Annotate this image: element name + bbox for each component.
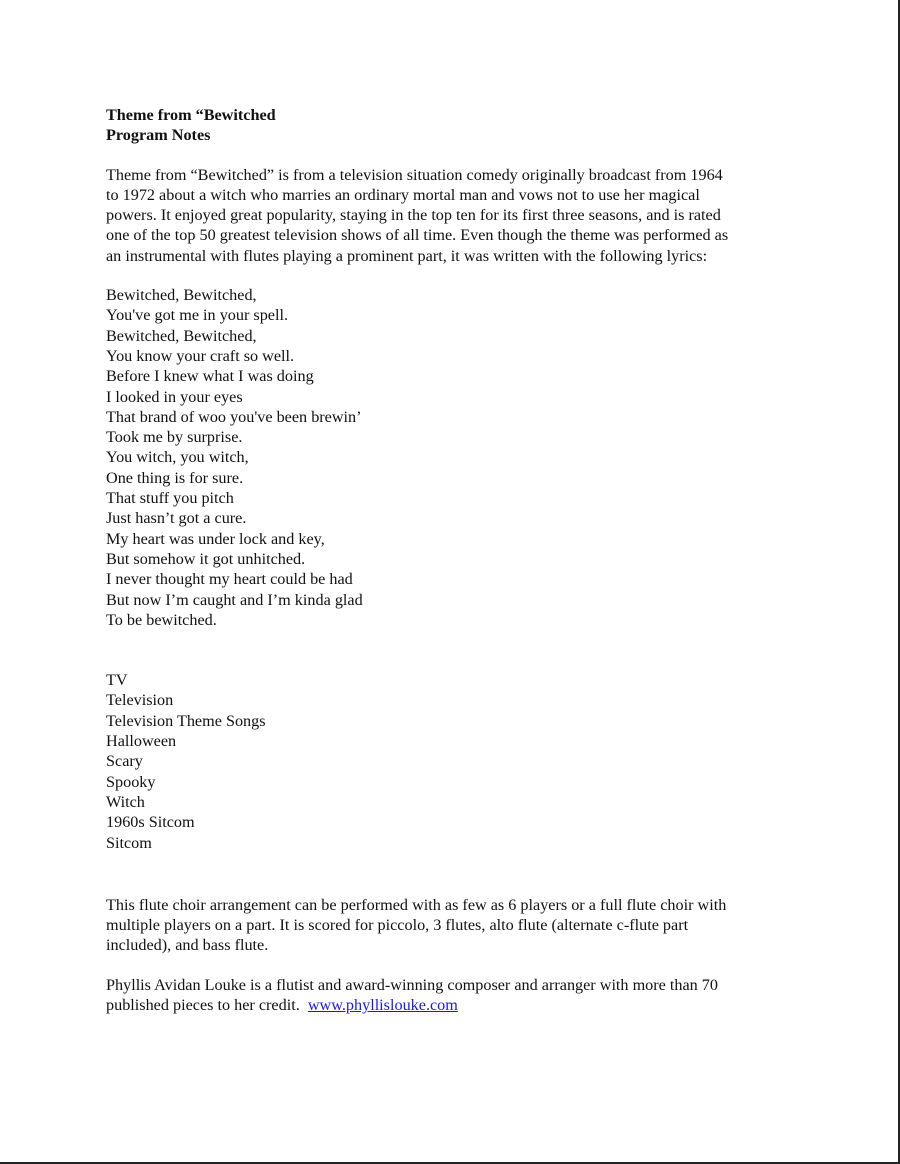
intro-line: an instrumental with flutes playing a prominent part, it was written with the following lyrics: bbox=[106, 246, 708, 265]
arrangement-paragraph bbox=[106, 895, 796, 956]
lyric-line: Bewitched, Bewitched, bbox=[106, 326, 257, 345]
arrangement-line: This flute choir arrangement can be performed with as few as 6 players or a full flute choir with bbox=[106, 895, 727, 914]
tag-item: Television bbox=[106, 691, 174, 710]
tags-list bbox=[106, 670, 796, 853]
lyric-line: That stuff you pitch bbox=[106, 489, 234, 508]
intro-paragraph bbox=[106, 165, 796, 266]
lyric-line: I looked in your eyes bbox=[106, 387, 243, 406]
intro-line: Theme from “Bewitched” is from a television situation comedy originally broadcast from 1964 bbox=[106, 165, 723, 184]
intro-line: one of the top 50 greatest television shows of all time. Even though the theme was performed as bbox=[106, 226, 729, 245]
intro-line: powers. It enjoyed great popularity, staying in the top ten for its first three seasons, and is rated bbox=[106, 206, 721, 225]
document-body bbox=[106, 105, 796, 1015]
tag-item: TV bbox=[106, 671, 128, 690]
document-subtitle: Program Notes bbox=[106, 126, 211, 145]
lyric-line: Just hasn’t got a cure. bbox=[106, 509, 247, 528]
lyric-line: I never thought my heart could be had bbox=[106, 570, 353, 589]
lyric-line: But somehow it got unhitched. bbox=[106, 549, 306, 568]
lyric-line: You witch, you witch, bbox=[106, 448, 249, 467]
lyric-line: To be bewitched. bbox=[106, 610, 217, 629]
lyric-line: You know your craft so well. bbox=[106, 346, 295, 365]
tag-item: Scary bbox=[106, 752, 143, 771]
tag-item: Television Theme Songs bbox=[106, 711, 266, 730]
document-title: Theme from “Bewitched bbox=[106, 106, 276, 124]
tag-item: Halloween bbox=[106, 732, 177, 751]
tag-item: 1960s Sitcom bbox=[106, 813, 195, 832]
bio-line-text: published pieces to her credit. bbox=[106, 995, 308, 1014]
tag-item: Sitcom bbox=[106, 833, 152, 852]
website-link[interactable]: www.phyllislouke.com bbox=[307, 995, 458, 1014]
lyrics-block bbox=[106, 285, 796, 630]
lyric-line: Took me by surprise. bbox=[106, 428, 243, 447]
lyric-line: But now I’m caught and I’m kinda glad bbox=[106, 590, 363, 609]
arrangement-line: multiple players on a part. It is scored for piccolo, 3 flutes, alto flute (alternate c-flute part bbox=[106, 916, 689, 935]
intro-line: to 1972 about a witch who marries an ordinary mortal man and vows not to use her magical bbox=[106, 185, 700, 204]
lyric-line: That brand of woo you've been brewin’ bbox=[106, 407, 362, 426]
tag-item: Witch bbox=[106, 792, 145, 811]
lyric-line: Before I knew what I was doing bbox=[106, 367, 314, 386]
bio-paragraph bbox=[106, 975, 796, 1016]
lyric-line: One thing is for sure. bbox=[106, 468, 244, 487]
lyric-line: My heart was under lock and key, bbox=[106, 529, 325, 548]
lyric-line: You've got me in your spell. bbox=[106, 306, 289, 325]
tag-item: Spooky bbox=[106, 772, 156, 791]
lyric-line: Bewitched, Bewitched, bbox=[106, 286, 257, 305]
arrangement-line: included), and bass flute. bbox=[106, 936, 269, 955]
bio-line-with-link bbox=[106, 995, 796, 1015]
bio-line: Phyllis Avidan Louke is a flutist and award-winning composer and arranger with more than 70 bbox=[106, 975, 718, 994]
